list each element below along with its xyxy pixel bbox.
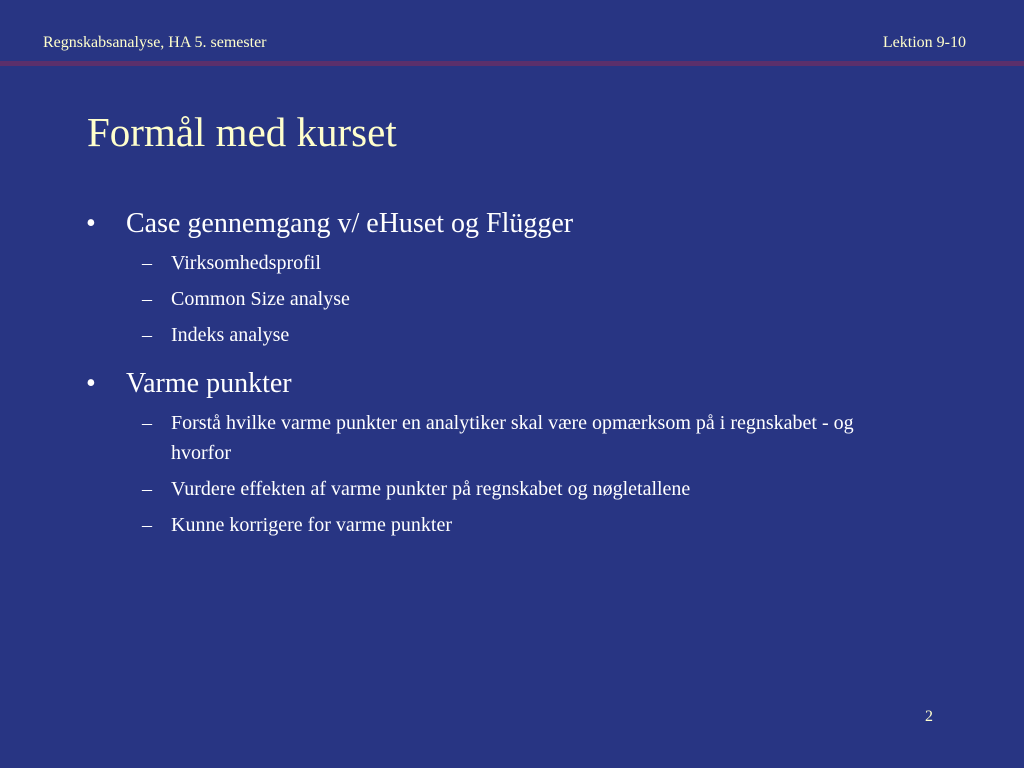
bullet-marker: • xyxy=(86,208,96,239)
dash-marker: – xyxy=(142,324,152,346)
page-number: 2 xyxy=(925,708,933,725)
dash-marker: – xyxy=(142,252,152,274)
sub-bullet-text: Kunne korrigere for varme punkter xyxy=(171,514,452,536)
spacer xyxy=(0,356,1024,364)
sub-bullet-text: Virksomhedsprofil xyxy=(171,252,321,274)
sub-bullet-item xyxy=(0,474,1024,504)
sub-bullet-text: Indeks analyse xyxy=(171,324,290,346)
sub-bullet-item xyxy=(0,320,1024,350)
sub-bullet-item xyxy=(0,248,1024,278)
bullet-item xyxy=(0,364,1024,404)
bullet-text: Varme punkter xyxy=(126,368,292,399)
bullet-marker: • xyxy=(86,368,96,399)
dash-marker: – xyxy=(142,478,152,500)
sub-bullet-text: Forstå hvilke varme punkter en analytiker skal være opmærksom på i regnskabet - og hvorfor xyxy=(171,412,854,464)
sub-bullet-text: Vurdere effekten af varme punkter på regnskabet og nøgletallene xyxy=(171,478,691,500)
dash-marker: – xyxy=(142,288,152,310)
dash-marker: – xyxy=(142,412,152,434)
sub-bullet-text: Common Size analyse xyxy=(171,288,350,310)
sub-bullet-item xyxy=(0,284,1024,314)
header-lecture-number: Lektion 9-10 xyxy=(882,34,966,51)
slide-title: Formål med kurset xyxy=(87,109,397,155)
slide-content xyxy=(0,204,1024,546)
sub-bullet-item xyxy=(0,408,1024,468)
bullet-text: Case gennemgang v/ eHuset og Flügger xyxy=(126,208,574,239)
dash-marker: – xyxy=(142,514,152,536)
bullet-item xyxy=(0,204,1024,244)
header-divider xyxy=(0,61,1024,66)
sub-bullet-item xyxy=(0,510,1024,540)
header-course-title: Regnskabsanalyse, HA 5. semester xyxy=(43,34,267,51)
